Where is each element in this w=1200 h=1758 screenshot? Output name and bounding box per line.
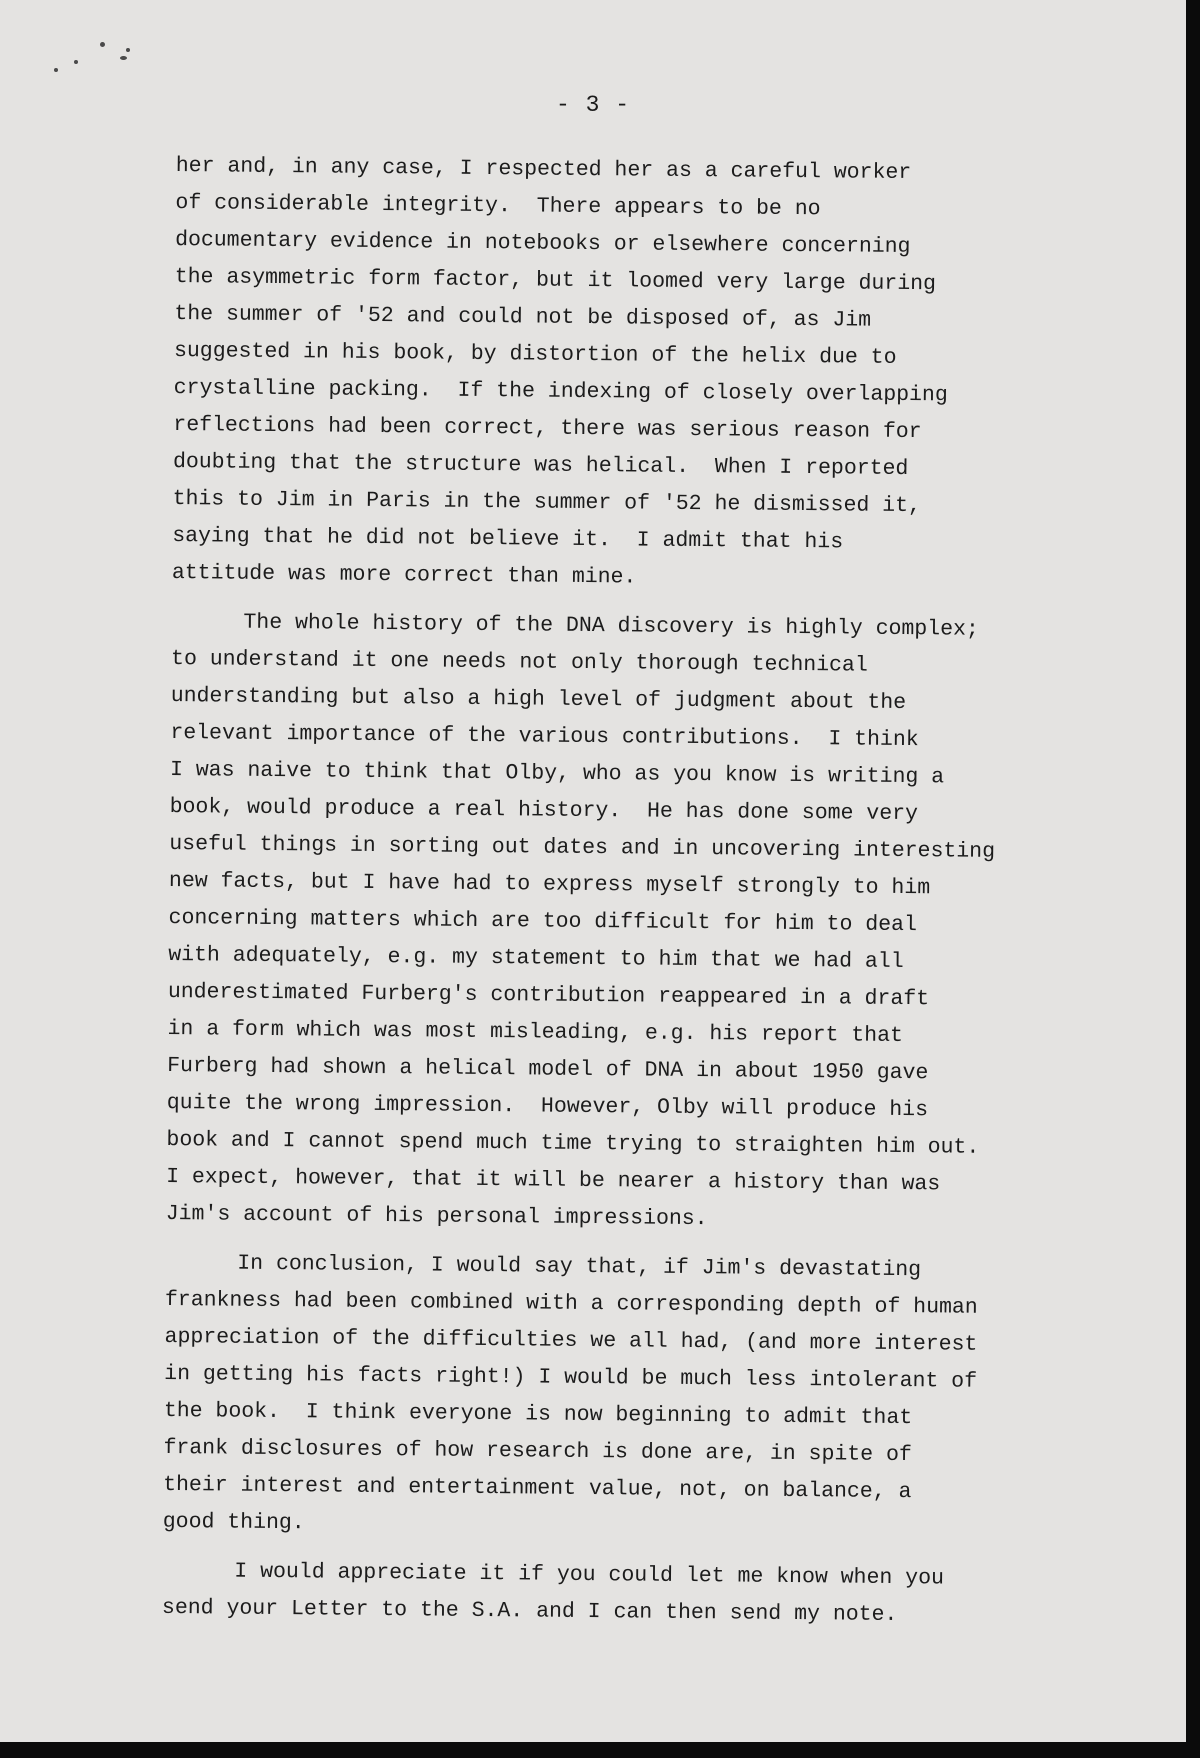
paragraph-2: The whole history of the DNA discovery is highly complex; to understand it one needs not only thorough technical understanding but also a high level of judgment about the relevant importance of the various contributions. I think I was naive to think that Olby, who as you know is writing a book, would produce a real history. He has done some very useful things in sorting out dates and in uncovering interesting new facts, but I have had to express myself strongly to him concerning matters which are too difficult for him to deal with adequately, e.g. my statement to him that we had all underestimated Furberg's contribution reappeared in a draft in a form which was most misleading, e.g. his report that Furberg had shown a helical model of DNA in about 1950 gave quite the wrong impression. However, Olby will produce his book and I cannot spend much time trying to straighten him out. I expect, however, that it will be nearer a history than was Jim's account of his personal impressions. bbox=[165, 610, 996, 1232]
scan-border-bottom bbox=[0, 1742, 1200, 1758]
letter-body bbox=[162, 148, 1166, 1648]
scan-border-right bbox=[1186, 0, 1200, 1758]
paragraph-1: her and, in any case, I respected her as a careful worker of considerable integrity. There appears to be no documentary evidence in notebooks or elsewhere concerning the asymmetric form factor, but it loomed very large during the summer of '52 and could not be disposed of, as Jim suggested in his book, by distortion of the helix due to crystalline packing. If the indexing of closely overlapping reflections had been correct, there was serious reason for doubting that the structure was helical. When I reported this to Jim in Paris in the summer of '52 he dismissed it, saying that he did not believe it. I admit that his attitude was more correct than mine. bbox=[171, 153, 948, 590]
paragraph-4: I would appreciate it if you could let me know when you send your Letter to the S.A. and I can then send my note. bbox=[161, 1559, 945, 1627]
page-number: - 3 - bbox=[555, 92, 630, 118]
paragraph-3: In conclusion, I would say that, if Jim's devastating frankness had been combined with a corresponding depth of human appreciation of the difficulties we all had, (and more interest in getting his facts right!) I would be much less intolerant of the book. I think everyone is now beginning to admit that frank disclosures of how research is done are, in spite of their interest and entertainment value, not, on balance, a good thing. bbox=[162, 1251, 978, 1536]
ink-specks bbox=[50, 38, 160, 88]
